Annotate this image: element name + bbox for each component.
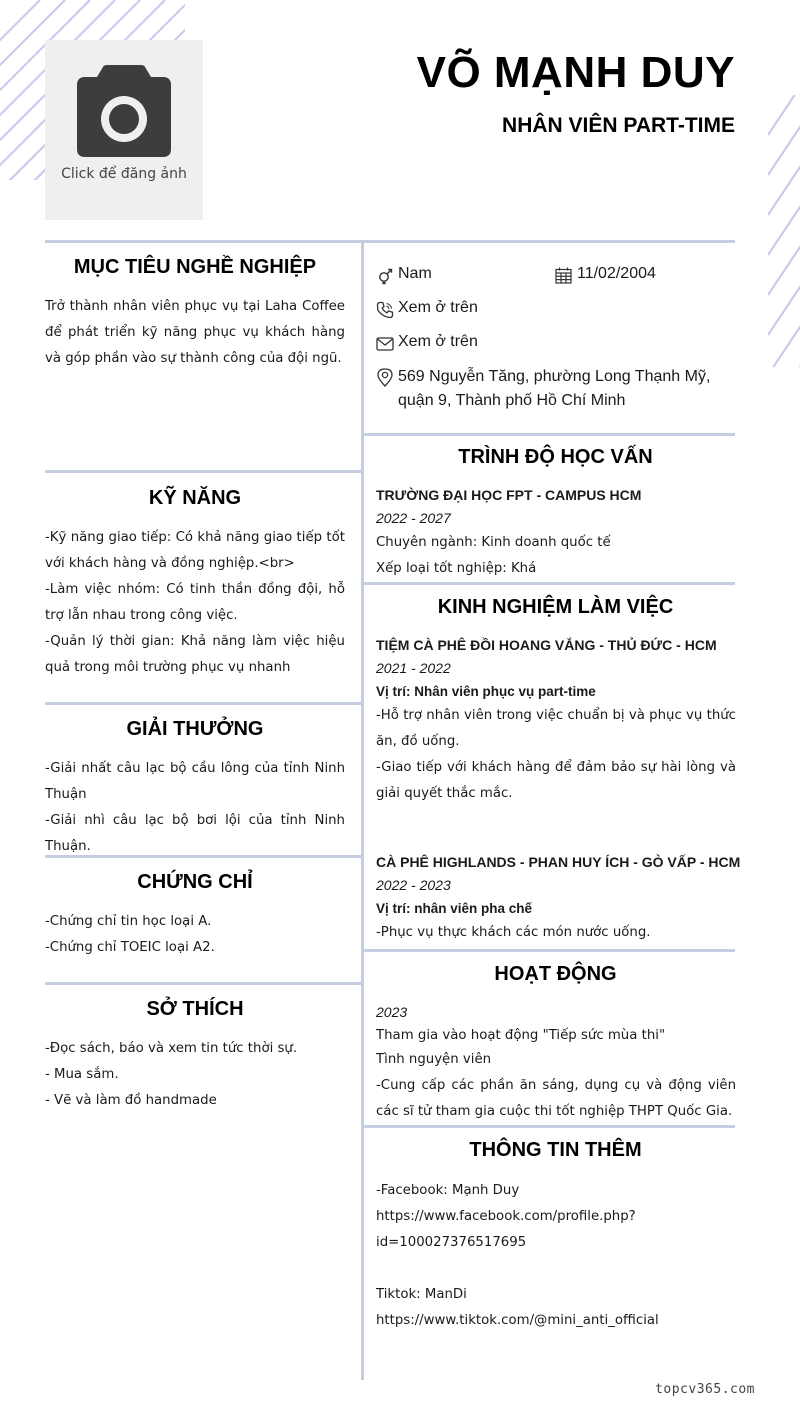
education-title: TRÌNH ĐỘ HỌC VẤN	[458, 446, 653, 468]
tiktok-label: Tiktok: ManDi	[376, 1287, 467, 1302]
phone-icon	[376, 301, 394, 319]
divider	[45, 470, 361, 473]
activity-event: Tham gia vào hoạt động "Tiếp sức mùa thi"	[376, 1028, 666, 1043]
list-item: - Vẽ và làm đồ handmade	[45, 1093, 217, 1108]
watermark: topcv365.com	[655, 1382, 755, 1397]
column-divider	[361, 240, 364, 1380]
job-detail: -Hỗ trợ nhân viên trong việc chuẩn bị và phục vụ thức ăn, đồ uống.	[376, 708, 736, 749]
list-item: -Đọc sách, báo và xem tin tức thời sự.	[45, 1041, 298, 1056]
education-grade: Xếp loại tốt nghiệp: Khá	[376, 561, 537, 576]
activity-role: Tình nguyện viên	[376, 1052, 492, 1067]
activities-section	[376, 1001, 736, 1125]
activities-title: HOẠT ĐỘNG	[494, 963, 617, 985]
skills-list	[45, 525, 345, 681]
calendar-icon	[555, 267, 572, 284]
gender-value: Nam	[398, 265, 432, 282]
divider	[364, 582, 735, 585]
awards-list	[45, 756, 345, 860]
list-item: - Mua sắm.	[45, 1067, 119, 1082]
list-item: -Quản lý thời gian: Khả năng làm việc hiệu quả trong môi trường phục vụ nhanh	[45, 634, 345, 675]
divider	[364, 1125, 735, 1128]
divider	[45, 240, 735, 243]
photo-upload-placeholder[interactable]	[45, 40, 203, 220]
email-icon	[376, 335, 394, 353]
job-position: Vị trí: Nhân viên phục vụ part-time	[376, 684, 596, 699]
objective-text	[45, 294, 345, 372]
divider	[364, 433, 735, 436]
education-years: 2022 - 2027	[376, 510, 451, 526]
divider	[364, 949, 735, 952]
address-value: 569 Nguyễn Tăng, phường Long Thạnh Mỹ, quận 9, Thành phố Hồ Chí Minh	[398, 368, 711, 409]
camera-icon	[75, 65, 173, 160]
divider	[45, 982, 361, 985]
job-detail: -Phục vụ thực khách các món nước uống.	[376, 925, 651, 940]
extra-info-title: THÔNG TIN THÊM	[469, 1139, 642, 1161]
facebook-url[interactable]: https://www.facebook.com/profile.php?	[376, 1209, 636, 1224]
education-major: Chuyên ngành: Kinh doanh quốc tế	[376, 535, 611, 550]
school-name: TRƯỜNG ĐẠI HỌC FPT - CAMPUS HCM	[376, 487, 642, 503]
education-section	[376, 484, 736, 582]
experience-job	[376, 851, 741, 946]
list-item: -Làm việc nhóm: Có tinh thần đồng đội, hỗ trợ lẫn nhau trong công việc.	[45, 582, 345, 623]
experience-title: KINH NGHIỆM LÀM VIỆC	[437, 596, 674, 618]
job-position: Vị trí: nhân viên pha chế	[376, 901, 533, 916]
list-item: -Giải nhất câu lạc bộ cầu lông của tỉnh Ninh Thuận	[45, 761, 345, 802]
list-item: -Chứng chỉ tin học loại A.	[45, 914, 212, 929]
spacer	[376, 1256, 736, 1282]
experience-job	[376, 634, 736, 807]
objective-title: MỤC TIÊU NGHỀ NGHIỆP	[73, 256, 317, 278]
hobbies-title: SỞ THÍCH	[146, 998, 244, 1020]
company-name: CÀ PHÊ HIGHLANDS - PHAN HUY ÍCH - GÒ VẤP - HCM	[376, 854, 741, 870]
list-item: -Chứng chỉ TOEIC loại A2.	[45, 940, 215, 955]
gender-icon	[376, 267, 394, 285]
facebook-label: -Facebook: Mạnh Duy	[376, 1183, 520, 1198]
company-name: TIỆM CÀ PHÊ ĐỒI HOANG VẮNG - THỦ ĐỨC - HCM	[376, 637, 717, 653]
list-item: -Giải nhì câu lạc bộ bơi lội của tỉnh Ninh Thuận.	[45, 813, 345, 854]
skills-title: KỸ NĂNG	[148, 487, 242, 509]
list-item: -Kỹ năng giao tiếp: Có khả năng giao tiếp tốt với khách hàng và đồng nghiệp.<br>	[45, 530, 345, 571]
phone-value: Xem ở trên	[398, 299, 478, 316]
tiktok-url[interactable]: https://www.tiktok.com/@mini_anti_official	[376, 1313, 659, 1328]
candidate-name: VÕ MẠNH DUY	[416, 48, 735, 97]
email-value: Xem ở trên	[398, 333, 478, 350]
job-detail: -Giao tiếp với khách hàng để đảm bảo sự hài lòng và giải quyết thắc mắc.	[376, 760, 736, 801]
divider	[45, 702, 361, 705]
photo-caption: Click để đăng ảnh	[61, 166, 187, 182]
birthdate-value: 11/02/2004	[577, 265, 656, 282]
activity-detail: -Cung cấp các phần ăn sáng, dụng cụ và động viên các sĩ tử tham gia cuộc thi tốt nghiệp THPT Quốc Gia.	[376, 1078, 736, 1119]
certificates-title: CHỨNG CHỈ	[137, 871, 253, 893]
hobbies-list	[45, 1036, 345, 1114]
job-title: NHÂN VIÊN PART-TIME	[502, 114, 735, 137]
extra-info-section	[376, 1178, 736, 1334]
facebook-url-id[interactable]: id=100027376517695	[376, 1235, 527, 1250]
objective-paragraph: Trở thành nhân viên phục vụ tại Laha Coffee để phát triển kỹ năng phục vụ khách hàng và góp phần vào sự thành công của đội ngũ.	[45, 299, 345, 366]
location-pin-icon	[376, 368, 394, 387]
decorative-stripes-right	[768, 95, 800, 367]
job-years: 2021 - 2022	[376, 660, 451, 676]
awards-title: GIẢI THƯỞNG	[126, 718, 264, 740]
activity-year: 2023	[376, 1004, 408, 1020]
job-years: 2022 - 2023	[376, 877, 451, 893]
certificates-list	[45, 909, 345, 961]
